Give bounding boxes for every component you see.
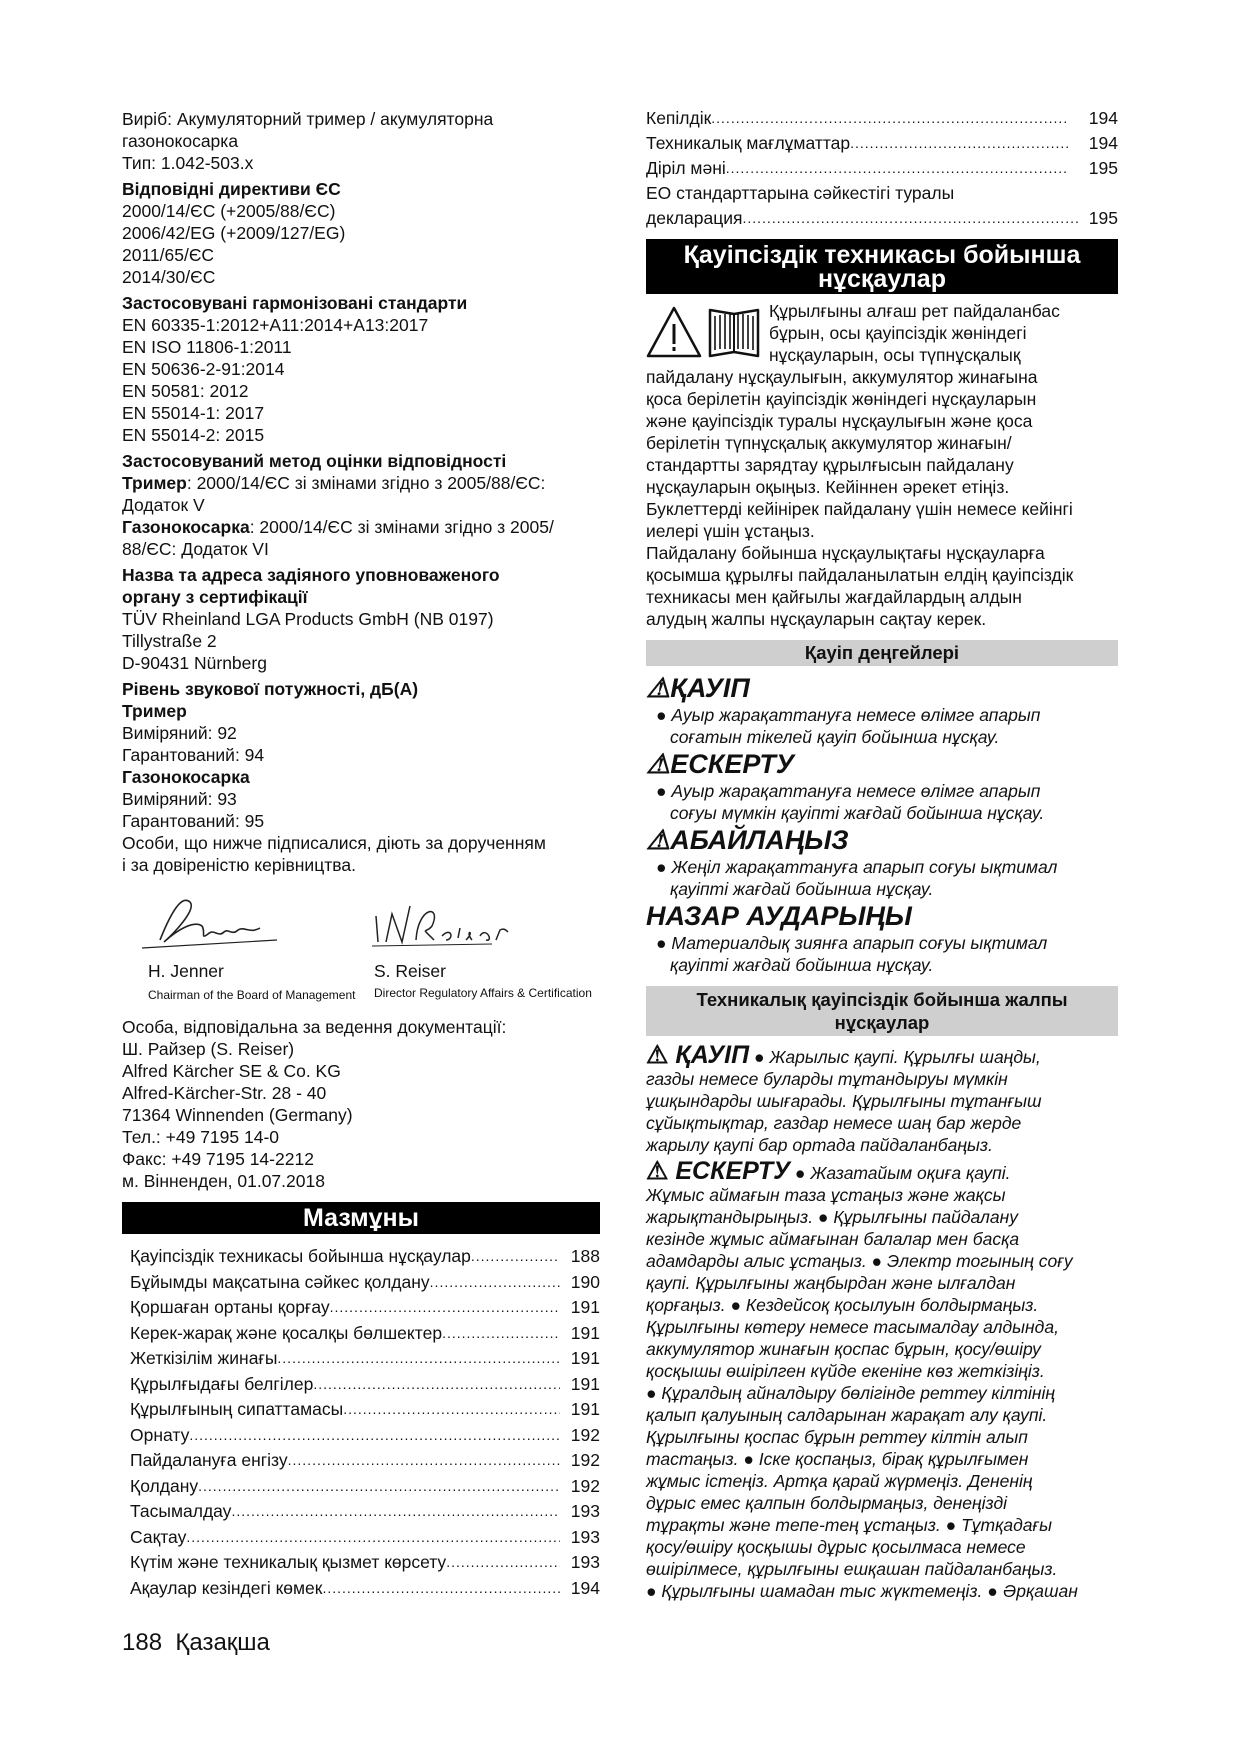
warning-triangle-icon: ⚠ [646,1041,676,1069]
intro-line: нұсқауларын, осы түпнұсқалық [769,345,1021,365]
directive: 2011/65/ЄС [122,245,215,265]
method-mower [122,516,600,538]
toc-entry[interactable]: Тасымалдау ..... 193 [122,1499,600,1525]
notified-body-line: Tillystraße 2 [122,631,217,651]
toc-entry[interactable]: Керек-жарақ және қосалқы бөлшектер ..... 191 [122,1321,600,1347]
toc-entry-multiline[interactable]: декларация ..... 195 [646,206,1118,231]
doc-line: 71364 Winnenden (Germany) [122,1105,353,1125]
product-type: Тип: 1.042-503.x [122,153,254,173]
notified-body-title: органу з сертифікації [122,587,308,607]
doc-line: Факс: +49 7195 14-2212 [122,1149,314,1169]
warning-manual-icon [646,304,766,362]
doc-line: Особа, відповідальна за ведення документації: [122,1017,507,1037]
standard: EN ISO 11806-1:2011 [122,337,292,357]
product-line: Виріб: Акумуляторний тример / акумуляторна [122,109,494,129]
directive: 2000/14/ЄС (+2005/88/ЄС) [122,201,336,221]
toc-title: Мазмұны [122,1202,600,1234]
warning-triangle-icon: ⚠ [646,673,671,703]
toc-entry[interactable]: Техникалық мағлұматтар ..... 194 [646,131,1118,156]
level-notice-head: НАЗАР АУДАРЫҢЫ [646,901,912,931]
toc-entry[interactable]: Кепілдік ..... 194 [646,106,1118,131]
toc-entry[interactable]: Жеткізілім жинағы ..... 191 [122,1346,600,1372]
method-trimmer [122,472,600,494]
intro-line: алудың жалпы нұсқауларын сақтау керек. [646,609,987,629]
trimmer-label: Тример [122,473,187,493]
toc-entry[interactable]: Қауіпсіздік техникасы бойынша нұсқаулар ..... 188 [122,1244,600,1270]
sound-value: Гарантований: 94 [122,745,265,765]
trimmer-text: : 2000/14/ЄС зі змінами згідно з 2005/88/ЄС: [186,473,546,493]
intro-line: Құрылғыны алғаш рет пайдаланбас [769,301,1060,321]
signer-2-role: Director Regulatory Affairs & Certification [374,986,592,1000]
signers-note: і за довіреністю керівництва. [122,855,356,875]
level-danger-text: ● Ауыр жарақаттануға немесе өлімге апарып соғатын тікелей қауіп бойынша нұсқау. [656,705,1041,747]
intro-line: стандартты зарядтау құрылғысын пайдалану [646,455,1014,475]
intro-line: нұсқауларын оқыңыз. Кейіннен әрекет етіңіз. [646,477,1010,497]
intro-line: иелері үшін ұстаңыз. [646,521,815,541]
left-column [122,108,600,1601]
standard: EN 55014-1: 2017 [122,403,265,423]
product-line: газонокосарка [122,131,239,151]
sound-trimmer-label: Тример [122,701,187,721]
general-title: Техникалық қауіпсіздік бойынша жалпы нұсқаулар [646,986,1118,1036]
doc-line: Alfred Kärcher SE & Co. KG [122,1061,341,1081]
mower-label: Газонокосарка [122,517,250,537]
table-of-contents [122,1244,600,1601]
notified-body-title: Назва та адреса задіяного уповноваженого [122,565,500,585]
right-column [646,106,1118,1602]
level-warning-text: ● Ауыр жарақаттануға немесе өлімге апарып соғуы мүмкін қауіпті жағдай бойынша нұсқау. [656,781,1045,823]
directive: 2014/30/ЄС [122,267,216,287]
signature-jenner [142,890,282,952]
toc-entry[interactable]: Ақаулар кезіндегі көмек ..... 194 [122,1576,600,1602]
warning-triangle-icon: ⚠ [646,1157,676,1185]
notified-body-line: D-90431 Nürnberg [122,653,267,673]
warning-triangle-icon: ⚠ [646,825,671,855]
intro-line: және қауіпсіздік туралы нұсқаулығын және қоса [646,411,1033,431]
toc-entry-multiline[interactable]: ЕО стандарттарына сәйкестігі туралы [646,183,955,203]
sound-value: Виміряний: 92 [122,723,237,743]
doc-line: м. Вінненден, 01.07.2018 [122,1171,325,1191]
standard: EN 50636-2-91:2014 [122,359,285,379]
footer-language: Қазақша [175,1629,270,1656]
mower-text: : 2000/14/ЄС зі змінами згідно з 2005/ [249,517,554,537]
standard: EN 55014-2: 2015 [122,425,265,445]
intro-line: қосымша құрылғы пайдаланылатын елдің қауіпсіздік [646,565,1074,585]
warning-triangle-icon: ⚠ [646,749,671,779]
method-title: Застосовуваний метод оцінки відповідності [122,451,507,471]
method-mower-annex: 88/ЄС: Додаток VI [122,539,269,559]
sound-value: Виміряний: 93 [122,789,237,809]
signers-note: Особи, що нижче підписалися, діють за дорученням [122,833,546,853]
signer-1-role: Chairman of the Board of Management [148,988,356,1002]
page-footer [122,1629,270,1657]
general-warning: ⚠ ЕСКЕРТУ ● Жазатайым оқиға қаупі. Жұмыс аймағын таза ұстаңыз және жақсы жарықтандырыңыз. ● Құрылғыны пайдалану кезінде жұмыс аймағынан балалар мен басқа адамдарды алыс ұстаңыз. ● Электр тогының соғу қаупі. Құрылғыны жаңбырдан және ылғалдан қорғаңыз. ● Кездейсоқ қосылуын болдырмаңыз. Құрылғыны көтеру немесе тасымалдау алдында, аккумулятор жинағын қоспас бұрын, қосу/өшіру қосқышы өшірілген күйде екеніне көз жеткізіңіз. ● Құралдың айналдыру бөлігінде реттеу кілтінің қалып қалуының салдарынан жарақат алу қаупі. Құрылғыны қоспас бұрын реттеу кілтін алып тастаңыз. ● Іске қоспаңыз, бірақ құрылғымен жұмыс істеңіз. Артқа қарай жүрмеңіз. Дененің дұрыс емес қалпын болдырмаңыз, денеңізді тұрақты және тепе-тең ұстаңыз. ● Тұтқадағы қосу/өшіру қосқышы дұрыс қосылмаса немесе өшірілмесе, құрылғыны ешқашан пайдаланбаңыз. ● Құрылғыны шамадан тыс жүктемеңіз. ● Әрқашан [646,1157,1078,1601]
doc-line: Alfred-Kärcher-Str. 28 - 40 [122,1083,327,1103]
standard: EN 60335-1:2012+A11:2014+A13:2017 [122,315,429,335]
signer-1-name: H. Jenner [148,961,224,981]
intro-line: қоса берілетін қауіпсіздік жөніндегі нұсқауларын [646,389,1037,409]
sound-mower-label: Газонокосарка [122,767,250,787]
intro-line: Буклеттерді кейінірек пайдалану үшін немесе кейінгі [646,499,1073,519]
standard: EN 50581: 2012 [122,381,249,401]
general-danger: ⚠ ҚАУІП ● Жарылыс қаупі. Құрылғы шаңды, газды немесе буларды тұтандыруы мүмкін ұшқындарды шығарады. Құрылғыны тұтанғыш сұйықтықтар, газдар немесе шаң бар жерде жарылу қаупі бар ортада пайдаланбаңыз. [646,1041,1042,1155]
intro-line: Пайдалану бойынша нұсқаулықтағы нұсқауларға [646,543,1045,563]
toc-entry[interactable]: Құрылғыдағы белгілер ..... 191 [122,1372,600,1398]
doc-line: Ш. Райзер (S. Reiser) [122,1039,295,1059]
intro-line: берілетін түпнұсқалық аккумулятор жинағын/ [646,433,1012,453]
directives-title: Відповідні директиви ЄС [122,179,341,199]
level-caution-head: ⚠АБАЙЛАҢЫЗ [646,825,849,855]
hazard-levels [646,672,1118,976]
page-number: 188 [122,1629,163,1656]
notified-body-line: TÜV Rheinland LGA Products GmbH (NB 0197) [122,609,494,629]
intro-line: бұрын, осы қауіпсіздік жөніндегі [769,323,1027,343]
signature-reiser [372,896,512,952]
method-trimmer-annex: Додаток V [122,495,205,515]
doc-line: Тел.: +49 7195 14-0 [122,1127,280,1147]
toc-entry[interactable]: Құрылғының сипаттамасы ..... 191 [122,1397,600,1423]
level-warning-head: ⚠ЕСКЕРТУ [646,749,795,779]
intro-line: техникасы мен қайғылы жағдайлардың алдын [646,587,1022,607]
toc-entry[interactable]: Орнату ..... 192 [122,1423,600,1449]
toc-entry[interactable]: Пайдалануға енгізу ..... 192 [122,1448,600,1474]
intro-block [646,300,1118,366]
toc-entry[interactable]: Бұйымды мақсатына сәйкес қолдану ..... 190 [122,1270,600,1296]
level-notice-text: ● Материалдық зиянға апарып соғуы ықтимал қауіпті жағдай бойынша нұсқау. [656,933,1048,975]
standards-title: Застосовувані гармонізовані стандарти [122,293,468,313]
signer-2-name: S. Reiser [374,961,446,981]
toc-entry[interactable]: Сақтау ..... 193 [122,1525,600,1551]
safety-title: Қауіпсіздік техникасы бойынша нұсқаулар [646,239,1118,294]
level-caution-text: ● Жеңіл жарақаттануға апарып соғуы ықтимал қауіпті жағдай бойынша нұсқау. [656,857,1058,899]
toc-entry[interactable]: Діріл мәні ..... 195 [646,156,1118,181]
toc-entry[interactable]: Қоршаған ортаны қорғау ..... 191 [122,1295,600,1321]
levels-title: Қауіп деңгейлері [646,640,1118,666]
toc-entry[interactable]: Күтім және техникалық қызмет көрсету ..... 193 [122,1550,600,1576]
signatures [122,876,600,1016]
intro-line: пайдалану нұсқаулығын, аккумулятор жинағына [646,367,1038,387]
toc-entry[interactable]: Қолдану ..... 192 [122,1474,600,1500]
level-danger-head: ⚠ҚАУІП [646,673,750,703]
directive: 2006/42/EG (+2009/127/EG) [122,223,346,243]
sound-value: Гарантований: 95 [122,811,265,831]
sound-title: Рівень звукової потужності, дБ(А) [122,679,419,699]
